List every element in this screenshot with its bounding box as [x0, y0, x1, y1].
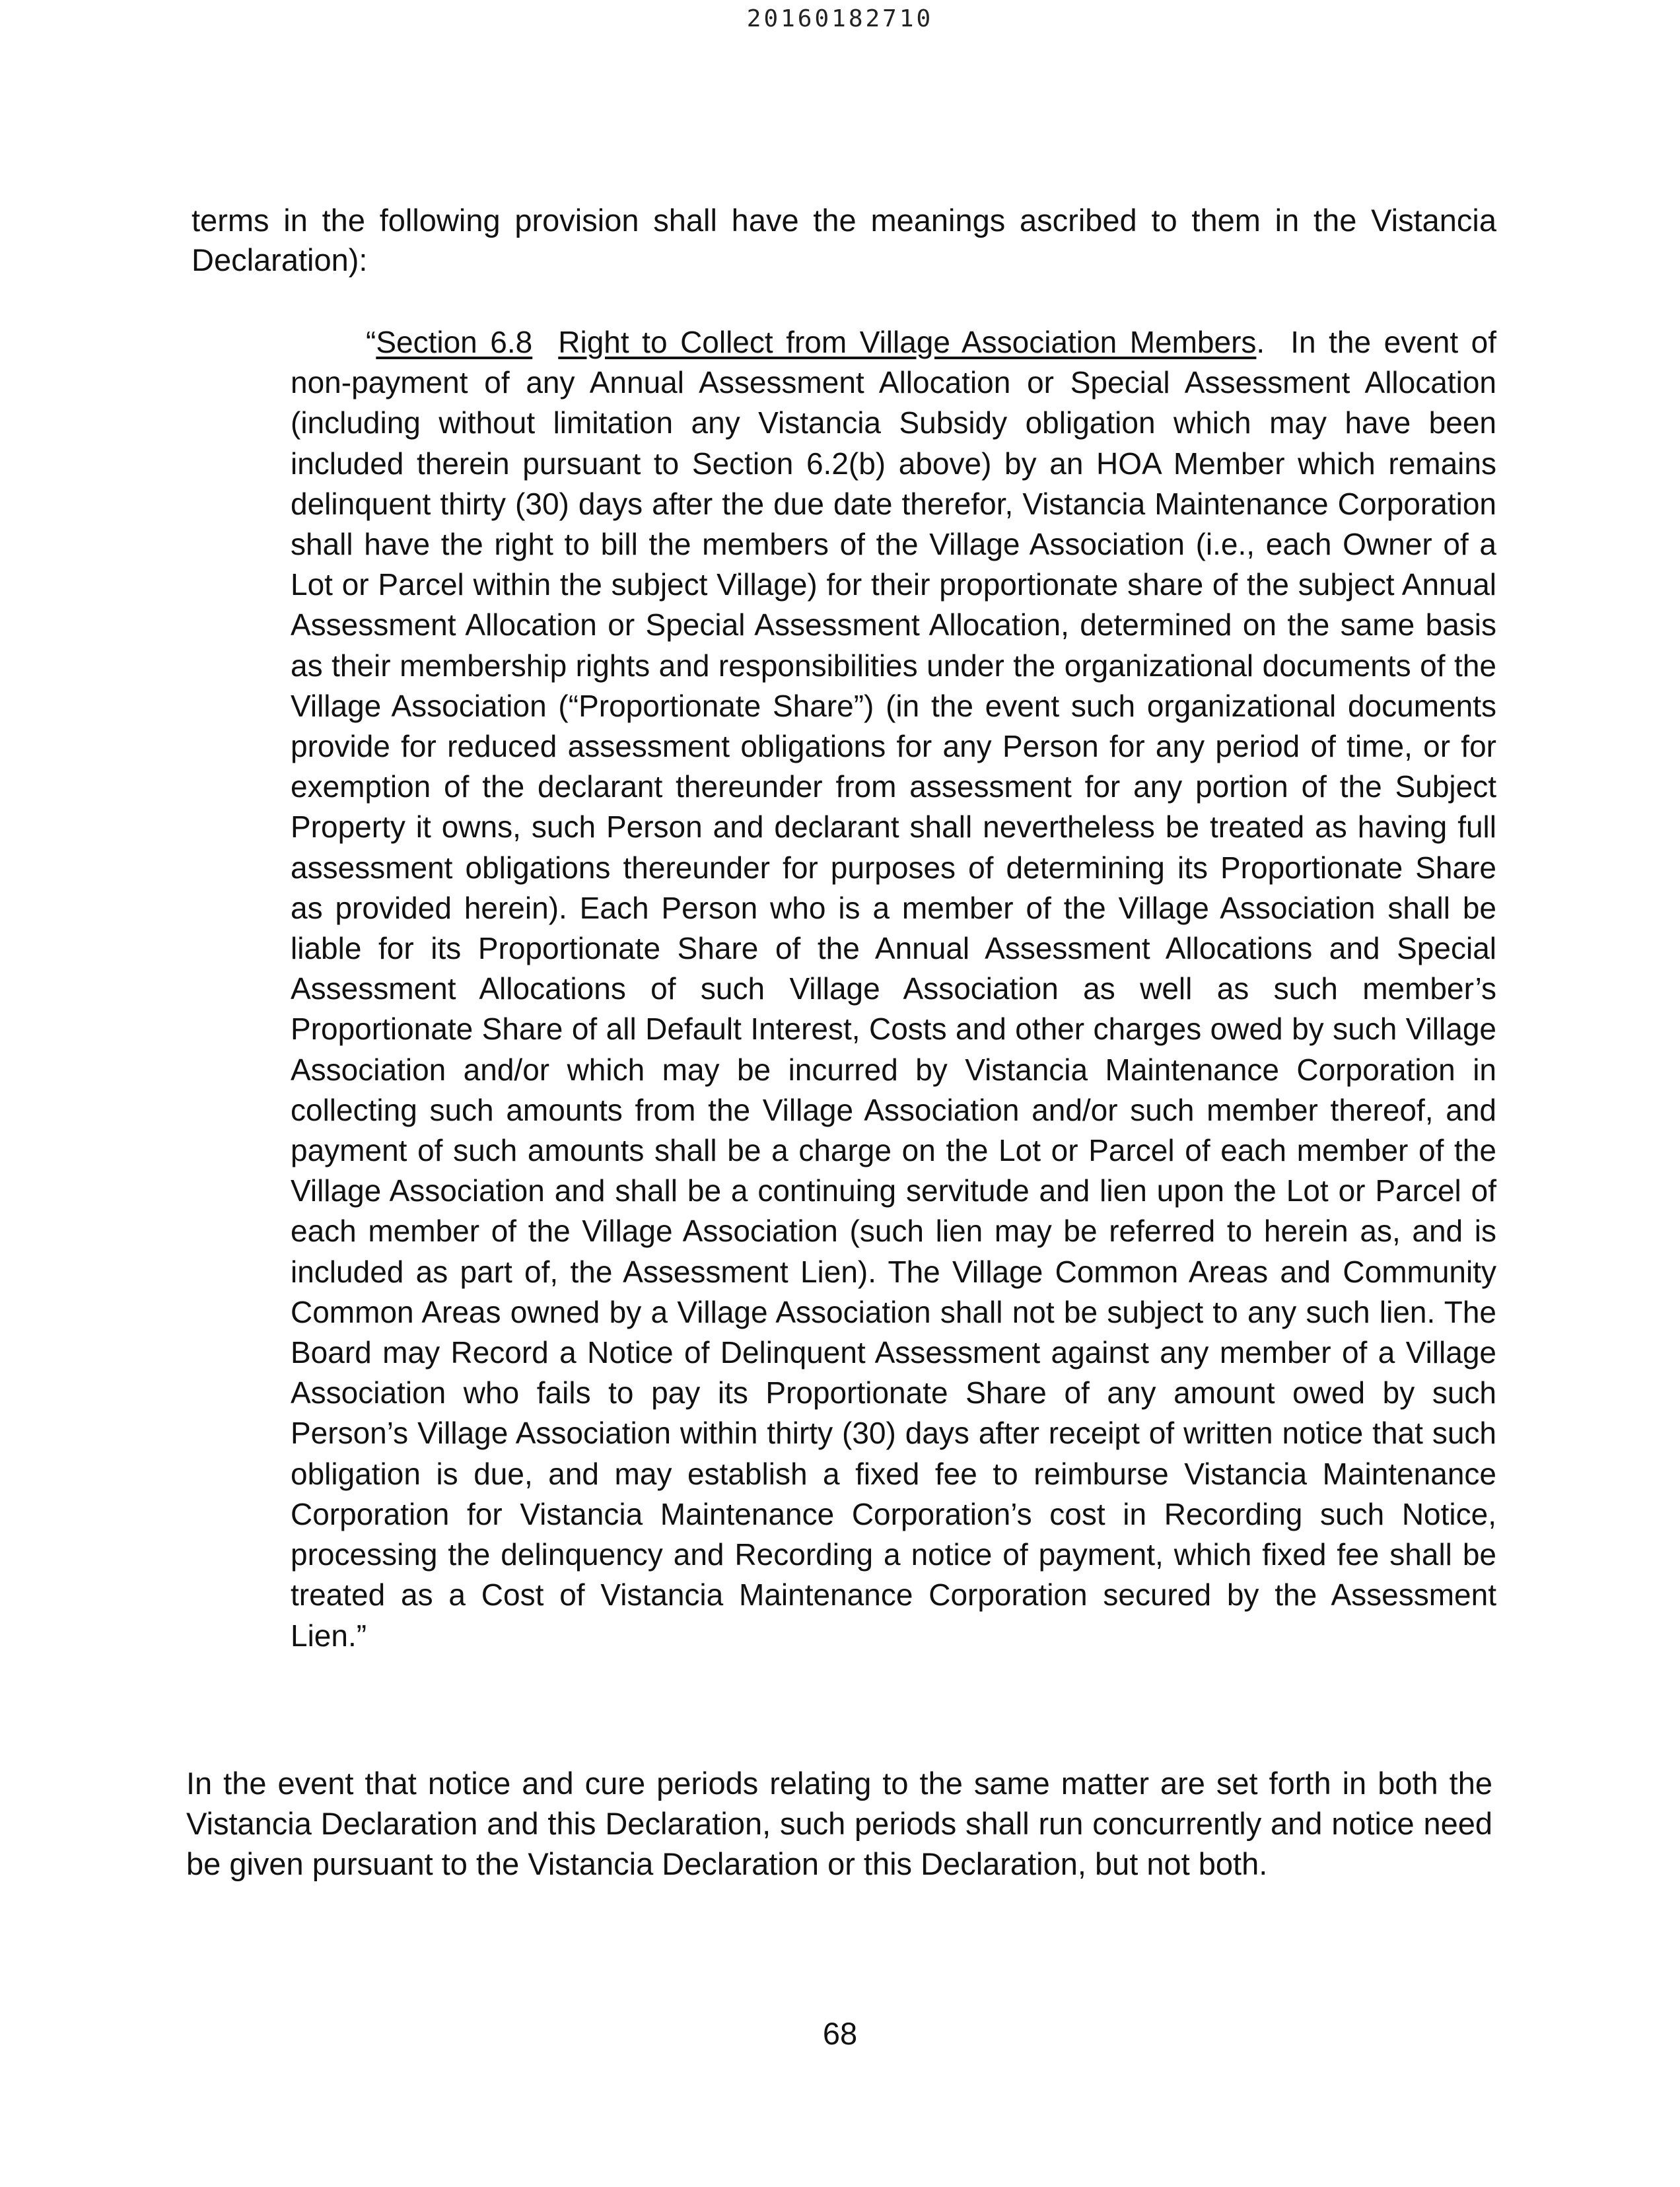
section-title: Right to Collect from Village Association Members: [558, 325, 1257, 359]
open-quote: “: [366, 325, 376, 359]
quoted-section-paragraph: [291, 322, 1496, 1656]
closing-paragraph: In the event that notice and cure periods relating to the same matter are set forth in both the Vistancia Declaration and this Declaration, such periods shall run concurrently and notice need be given pursuant to the Vistancia Declaration or this Declaration, but not both.: [186, 1766, 1492, 1881]
section-title-period: .: [1256, 325, 1265, 359]
page-number: 68: [822, 2016, 858, 2051]
section-body: In the event of non-payment of any Annual Assessment Allocation or Special Assessment Allocation (including without limitation any Vistancia Subsidy obligation which may have been included therein pursuant to Section 6.2(b) above) by an HOA Member which remains delinquent thirty (30) days after the due date therefor, Vistancia Maintenance Corporation shall have the right to bill the members of the Village Association (i.e., each Owner of a Lot or Parcel within the subject Village) for their proportionate share of the subject Annual Assessment Allocation or Special Assessment Allocation, determined on the same basis as their membership rights and responsibilities under the organizational documents of the Village Association (“Proportionate Share”) (in the event such organizational documents provide for reduced assessment obligations for any Person for any period of time, or for exemption of the declarant thereunder from assessment for any portion of the Subject Property it owns, such Person and declarant shall nevertheless be treated as having full assessment obligations thereunder for purposes of determining its Proportionate Share as provided herein). Each Person who is a member of the Village Association shall be liable for its Proportionate Share of the Annual Assessment Allocations and Special Assessment Allocations of such Village Association as well as such member’s Proportionate Share of all Default Interest, Costs and other charges owed by such Village Association and/or which may be incurred by Vistancia Maintenance Corporation in collecting such amounts from the Village Association and/or such member thereof, and payment of such amounts shall be a charge on the Lot or Parcel of each member of the Village Association and shall be a continuing servitude and lien upon the Lot or Parcel of each member of the Village Association (such lien may be referred to herein as, and is included as part of, the Assessment Lien). The Village Common Areas and Community Common Areas owned by a Village Association shall not be subject to any such lien. The Board may Record a Notice of Delinquent Assessment against any member of a Village Association who fails to pay its Proportionate Share of any amount owed by such Person’s Village Association within thirty (30) days after receipt of written notice that such obligation is due, and may establish a fixed fee to reimburse Vistancia Maintenance Corporation for Vistancia Maintenance Corporation’s cost in Recording such Notice, processing the delinquency and Recording a notice of payment, which fixed fee shall be treated as a Cost of Vistancia Maintenance Corporation secured by the Assessment Lien.”: [291, 325, 1497, 1653]
section-reference: Section 6.8: [376, 325, 533, 359]
document-number: 20160182710: [746, 5, 934, 32]
intro-paragraph: terms in the following provision shall have the meanings ascribed to them in the Vistancia Declaration):: [192, 203, 1496, 277]
